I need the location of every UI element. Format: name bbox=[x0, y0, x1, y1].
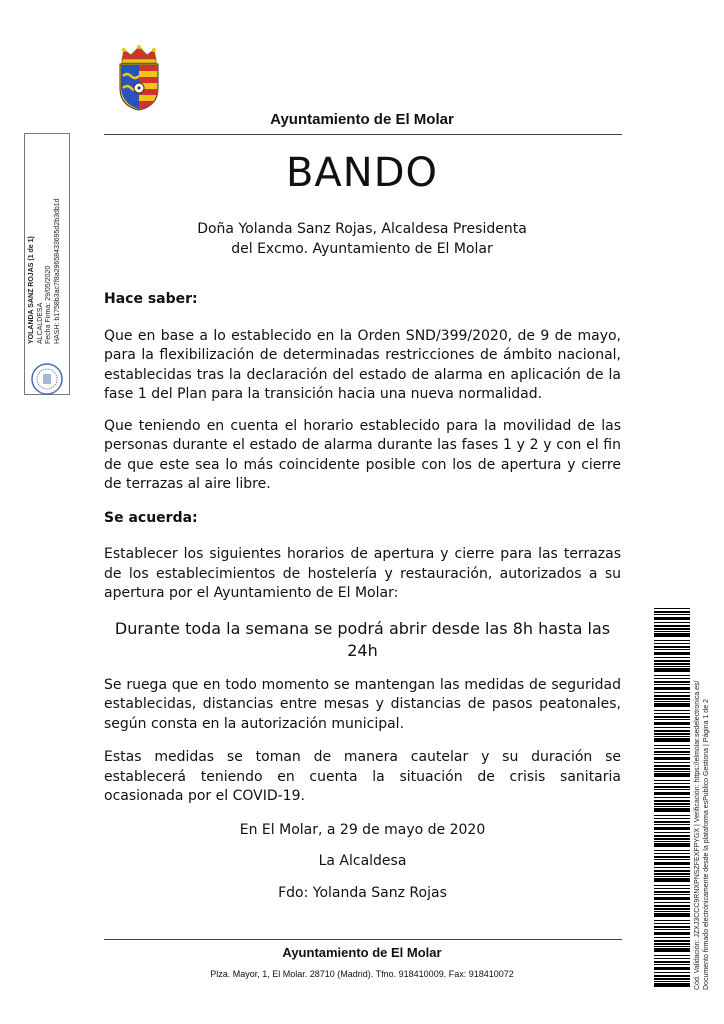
signature-name: YOLANDA SANZ ROJAS (1 de 1) bbox=[28, 236, 35, 344]
header-title: Ayuntamiento de El Molar bbox=[270, 111, 454, 128]
barcode-bar bbox=[654, 780, 690, 781]
barcode-bar bbox=[654, 628, 690, 630]
barcode-bar bbox=[654, 808, 690, 812]
barcode-bar bbox=[654, 631, 690, 632]
barcode-bar bbox=[654, 643, 690, 644]
hace-saber-heading: Hace saber: bbox=[104, 291, 198, 307]
closing-role: La Alcaldesa bbox=[318, 853, 407, 869]
barcode-bar bbox=[654, 687, 690, 690]
barcode-bar bbox=[654, 961, 690, 963]
barcode-bar bbox=[654, 681, 690, 683]
barcode-bar bbox=[654, 978, 690, 980]
barcode-bar bbox=[654, 678, 690, 679]
barcode-bar bbox=[654, 891, 690, 893]
barcode-bar bbox=[654, 972, 690, 973]
barcode-bar bbox=[654, 964, 690, 965]
closing-place-date: En El Molar, a 29 de mayo de 2020 bbox=[239, 821, 486, 838]
barcode-bar bbox=[654, 692, 690, 693]
signer-line-1: Doña Yolanda Sanz Rojas, Alcaldesa Presidenta bbox=[197, 221, 527, 237]
barcode-bar bbox=[654, 929, 690, 930]
barcode-bar bbox=[654, 850, 690, 851]
barcode-bar bbox=[654, 710, 690, 711]
barcode-bar bbox=[654, 902, 690, 903]
barcode-bar bbox=[654, 932, 690, 935]
barcode-bar bbox=[654, 608, 690, 609]
barcode-bar bbox=[654, 657, 690, 658]
barcode-bar bbox=[654, 703, 690, 707]
validation-barcode bbox=[654, 608, 690, 988]
barcode-bar bbox=[654, 768, 690, 770]
signature-hash: HASH: b1758b3ac7f8a29658433695d2b3db1d bbox=[53, 198, 61, 344]
official-seal-icon bbox=[30, 362, 64, 396]
barcode-bar bbox=[654, 885, 690, 886]
barcode-bar bbox=[654, 727, 690, 728]
document-title: BANDO bbox=[285, 150, 438, 196]
barcode-bar bbox=[654, 841, 690, 842]
barcode-bar bbox=[654, 797, 690, 798]
barcode-bar bbox=[654, 843, 690, 847]
barcode-bar bbox=[654, 733, 690, 735]
barcode-bar bbox=[654, 695, 690, 697]
barcode-bar bbox=[654, 660, 690, 662]
barcode-bar bbox=[654, 870, 690, 872]
verification-line-1: Cód. Validación: JZXJ3CCC9RNXPNSZFEXFPYGX | Verificación: https://elmolar.sedelectronica.es/ bbox=[694, 680, 701, 990]
barcode-bar bbox=[654, 983, 690, 987]
barcode-bar bbox=[654, 878, 690, 882]
barcode-bar bbox=[654, 622, 690, 623]
barcode-bar bbox=[654, 751, 690, 753]
barcode-bar bbox=[654, 633, 690, 637]
barcode-bar bbox=[654, 640, 690, 641]
barcode-bar bbox=[654, 730, 690, 732]
barcode-bar bbox=[654, 698, 690, 700]
paragraph-3: Establecer los siguientes horarios de apertura y cierre para las terrazas de los establecimientos de hostelería y restauración, autorizados a su apertura por el Ayuntamiento de El Molar: bbox=[104, 546, 621, 601]
header-divider bbox=[104, 134, 622, 135]
barcode-bar bbox=[654, 867, 690, 868]
barcode-bar bbox=[654, 948, 690, 952]
footer-address: Plza. Mayor, 1, El Molar. 28710 (Madrid). Tfno. 918410009. Fax: 918410072 bbox=[210, 969, 514, 979]
barcode-bar bbox=[654, 824, 690, 825]
barcode-bar bbox=[654, 762, 690, 763]
barcode-bar bbox=[654, 652, 690, 655]
barcode-bar bbox=[654, 701, 690, 702]
footer-title: Ayuntamiento de El Molar bbox=[282, 945, 442, 960]
barcode-bar bbox=[654, 873, 690, 875]
barcode-bar bbox=[654, 771, 690, 772]
barcode-bar bbox=[654, 835, 690, 837]
schedule-highlight: Durante toda la semana se podrá abrir desde las 8h hasta las 24h bbox=[114, 618, 611, 660]
barcode-bar bbox=[654, 920, 690, 921]
barcode-bar bbox=[654, 789, 690, 790]
barcode-bar bbox=[654, 853, 690, 854]
paragraph-4: Se ruega que en todo momento se mantengan las medidas de seguridad establecidas, distancias entre mesas y distancias de pasos peatonales, según consta en la autorización municipal. bbox=[104, 676, 621, 732]
barcode-bar bbox=[654, 783, 690, 784]
barcode-bar bbox=[654, 908, 690, 910]
barcode-bar bbox=[654, 738, 690, 742]
signature-date: Fecha Firma: 29/05/2020 bbox=[45, 265, 52, 344]
barcode-bar bbox=[654, 803, 690, 805]
barcode-bar bbox=[654, 666, 690, 667]
barcode-bar bbox=[654, 719, 690, 720]
barcode-bar bbox=[654, 614, 690, 615]
barcode-bar bbox=[654, 905, 690, 907]
barcode-bar bbox=[654, 911, 690, 912]
barcode-bar bbox=[654, 745, 690, 746]
barcode-bar bbox=[654, 675, 690, 676]
barcode-bar bbox=[654, 722, 690, 725]
paragraph-5: Estas medidas se toman de manera cautelar y su duración se establecerá teniendo en cuenta la situación de crisis sanitaria ocasionada por el COVID-19. bbox=[104, 749, 621, 804]
se-acuerda-heading: Se acuerda: bbox=[104, 509, 198, 526]
barcode-bar bbox=[654, 716, 690, 718]
footer-divider bbox=[104, 939, 622, 940]
barcode-bar bbox=[654, 649, 690, 650]
signature-role: ALCALDESA bbox=[36, 302, 44, 344]
verification-text bbox=[693, 681, 711, 990]
barcode-bar bbox=[654, 748, 690, 749]
barcode-bar bbox=[654, 923, 690, 924]
barcode-bar bbox=[654, 955, 690, 956]
barcode-bar bbox=[654, 786, 690, 788]
signer-line-2: del Excmo. Ayuntamiento de El Molar bbox=[231, 241, 493, 257]
barcode-bar bbox=[654, 876, 690, 877]
paragraph-2: Que teniendo en cuenta el horario establecido para la movilidad de las personas durante el estado de alarma durante las fases 1 y 2 y con el fin de que este sea lo más coincidente posible con los de apertura y cierre de terrazas al aire libre. bbox=[104, 417, 621, 492]
paragraph-1: Que en base a lo establecido en la Orden SND/399/2020, de 9 de mayo, para la flexibilización de determinadas restricciones de ámbito nacional, establecidas tras la declaración del estado de alarma en aplicación de la fase 1 del Plan para la transición hacia una nueva normalidad. bbox=[104, 327, 621, 402]
barcode-bar bbox=[654, 611, 690, 613]
barcode-bar bbox=[654, 625, 690, 627]
barcode-bar bbox=[654, 856, 690, 858]
barcode-bar bbox=[654, 792, 690, 795]
barcode-bar bbox=[654, 818, 690, 819]
barcode-bar bbox=[654, 897, 690, 900]
barcode-bar bbox=[654, 888, 690, 889]
verification-line-2: Documento firmado electrónicamente desde la plataforma esPublico Gestiona | Página 1 de 2 bbox=[703, 699, 710, 990]
barcode-bar bbox=[654, 815, 690, 816]
barcode-bar bbox=[654, 967, 690, 970]
barcode-bar bbox=[654, 894, 690, 895]
barcode-bar bbox=[654, 832, 690, 833]
barcode-bar bbox=[654, 838, 690, 840]
barcode-bar bbox=[654, 617, 690, 620]
barcode-bar bbox=[654, 862, 690, 865]
barcode-bar bbox=[654, 765, 690, 767]
barcode-bar bbox=[654, 859, 690, 860]
barcode-bar bbox=[654, 958, 690, 959]
barcode-bar bbox=[654, 713, 690, 714]
barcode-bar bbox=[654, 975, 690, 977]
signature-stamp-text bbox=[28, 198, 62, 344]
barcode-bar bbox=[654, 827, 690, 830]
barcode-bar bbox=[654, 926, 690, 928]
municipal-crest-logo bbox=[114, 42, 164, 112]
signer-block bbox=[0, 219, 724, 259]
barcode-bar bbox=[654, 668, 690, 672]
barcode-bar bbox=[654, 800, 690, 802]
barcode-bar bbox=[654, 821, 690, 823]
barcode-bar bbox=[654, 736, 690, 737]
barcode-bar bbox=[654, 646, 690, 648]
closing-signature: Fdo: Yolanda Sanz Rojas bbox=[278, 884, 447, 901]
barcode-bar bbox=[654, 940, 690, 942]
barcode-bar bbox=[654, 806, 690, 807]
barcode-bar bbox=[654, 757, 690, 760]
barcode-bar bbox=[654, 946, 690, 947]
barcode-bar bbox=[654, 943, 690, 945]
barcode-bar bbox=[654, 773, 690, 777]
barcode-bar bbox=[654, 937, 690, 938]
barcode-bar bbox=[654, 754, 690, 755]
barcode-bar bbox=[654, 981, 690, 982]
document-body bbox=[104, 290, 621, 915]
barcode-bar bbox=[654, 913, 690, 917]
barcode-bar bbox=[654, 684, 690, 685]
barcode-bar bbox=[654, 663, 690, 665]
